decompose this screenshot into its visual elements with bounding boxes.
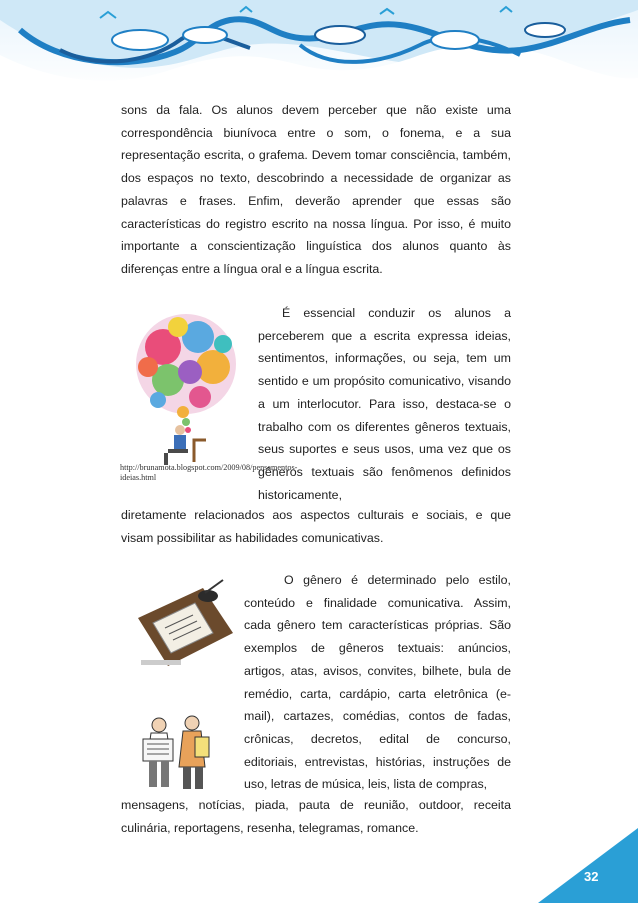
paragraph-3-continued: mensagens, notícias, piada, pauta de reunião, outdoor, receita culinária, reportagens, resenha, telegramas, romance.: [121, 798, 511, 835]
page-number: 32: [584, 869, 599, 884]
paragraph-2-wrapped: É essencial conduzir os alunos a perceberem que a escrita expressa ideias, sentimentos, informações, ou seja, tem um sentido e um propósito comunicativo, visando a um interlocutor. Para isso, destaca-se o trabalho com os diferentes gêneros textuais, seus suportes e seus usos, uma vez que os gêneros textuais são fenômenos definidos historicamente,: [258, 306, 511, 502]
thought-balloon-illustration: [128, 312, 246, 467]
figure-caption: http://brunamota.blogspot.com/2009/08/pensamentos-ideias.html: [120, 463, 298, 482]
reading-people-illustration: [137, 711, 215, 793]
paragraph-3-wrapped: O gênero é determinado pelo estilo, conteúdo e finalidade comunicativa. Assim, cada gênero tem características próprias. São exemplos de gêneros textuais: anúncios, artigos, atas, avisos, convites, bilhete, bula de remédio, carta, cardápio, carta eletrônica (e-mail), cartazes, comédias, contos de fadas, crônicas, decretos, edital de concurso, editoriais, entrevistas, histórias, instruções de uso, letras de música, leis, lista de compras,: [244, 573, 511, 792]
footer-corner-triangle: [538, 828, 638, 903]
header-banner: [0, 0, 638, 92]
paragraph-1: sons da fala. Os alunos devem perceber que não existe uma correspondência biunívoca entre o som, o fonema, e a sua representação escrita, o grafema. Devem tomar consciência, também, dos espaços no texto, descobrindo a necessidade de organizar as palavras e frases. Enfim, deverão aprender que essas são características do registro escrito na nossa língua. Por isso, é muito importante a conscientização linguística dos alunos quanto às diferenças entre a língua oral e a língua escrita.: [121, 103, 511, 276]
paragraph-2-continued: diretamente relacionados aos aspectos culturais e sociais, e que visam possibilitar as habilidades comunicativas.: [121, 508, 511, 545]
writing-desk-illustration: [133, 578, 238, 673]
